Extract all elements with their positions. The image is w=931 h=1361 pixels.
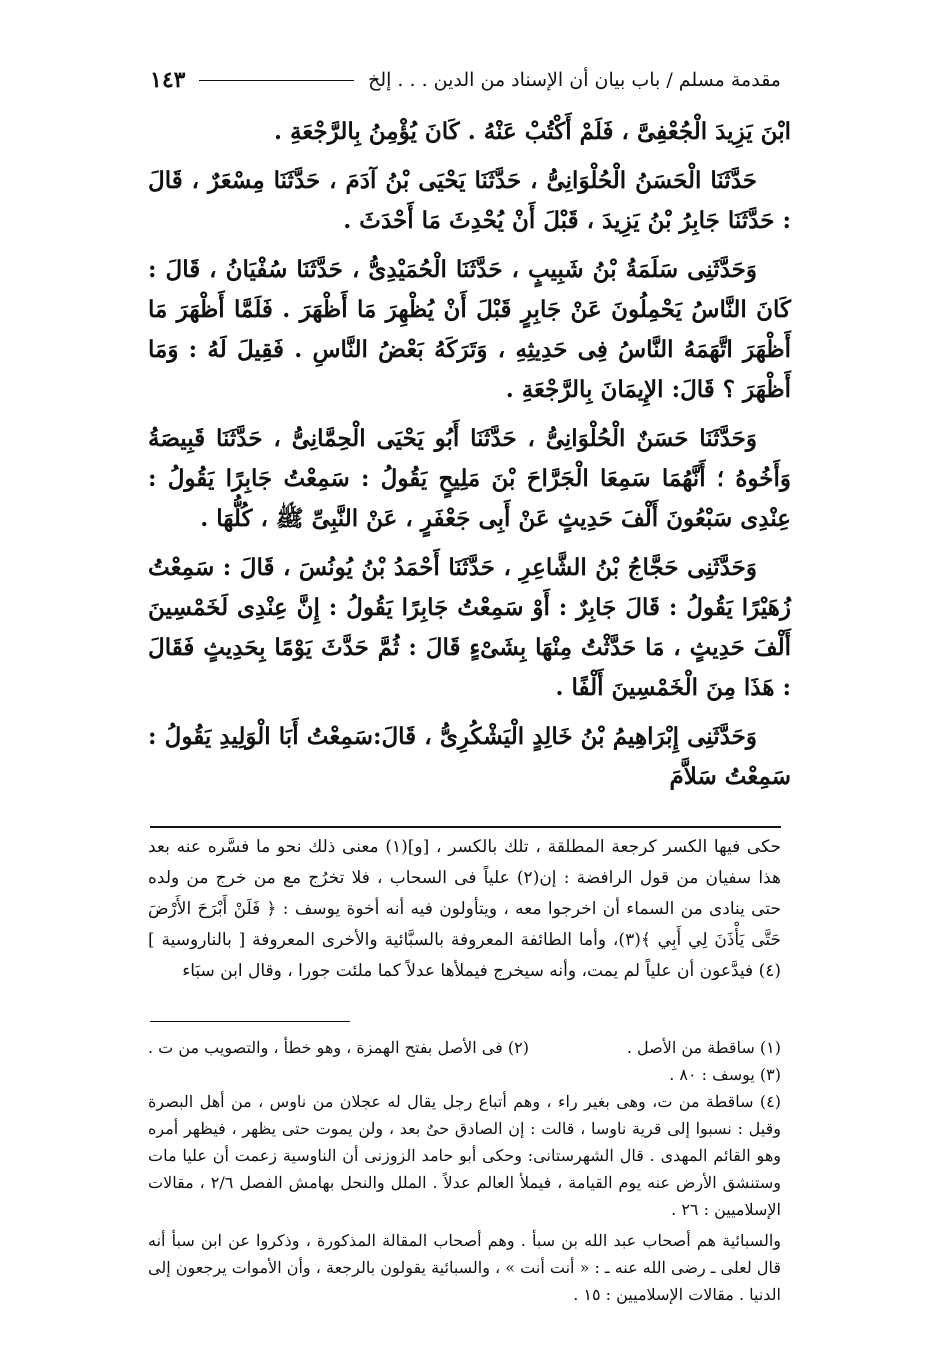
footnote-4: (٤) ساقطة من ت، وهى بغير راء ، وهم أتباع رجل يقال له عجلان من ناوس ، من أهل البصرة وقيل : نسبوا إلى قرية ناوسا ، قالت : إن الصادق حىٌ بعد ، ولن يموت حتى يظهر ، فيظهر أمره وهو القائم المهدى . قال الشهرستانى: وحكى أبو حامد الزوزنى أن الناوسية زعمت أن عليا مات وستنشق الأرض عنه يوم القيامة ، فيملأ العالم عدلاً . الملل والنحل بهامش الفصل ٢/٦ ، مقالات الإسلاميين : ٢٦ . [148,1092,782,1219]
commentary-section [148,832,781,987]
header-rule [199,80,354,81]
running-title: مقدمة مسلم / باب بيان أن الإسناد من الدين . . . إلخ [368,69,781,91]
main-paragraph-6: وَحَدَّثَنِى إِبْرَاهِيمُ بْنُ خَالِدٍ الْيَشْكُرِىُّ ، قَالَ:سَمِعْتُ أَبَا الْوَلِيدِ يَقُولُ : سَمِعْتُ سَلاَّمَ [148,723,791,790]
main-paragraph-3: وَحَدَّثَنِى سَلَمَةُ بْنُ شَبِيبٍ ، حَدَّثَنَا الْحُمَيْدِىُّ ، حَدَّثَنَا سُفْيَانُ ، قَالَ : كَانَ النَّاسُ يَحْمِلُونَ عَنْ جَابِرٍ قَبْلَ أَنْ يُظْهِرَ مَا أَظْهَرَ . فَلَمَّا أَظْهَرَ مَا أَظْهَرَ اتَّهَمَهُ النَّاسُ فِى حَدِيثِهِ ، وَتَرَكَهُ بَعْضُ النَّاسِ . فَقِيلَ لَهُ : وَمَا أَظْهَرَ ؟ قَالَ: الإِيمَانَ بِالرَّجْعَةِ . [148,256,791,403]
footnote-4-continued: والسبائية هم أصحاب عبد الله بن سبأ . وهم أصحاب المقالة المذكورة ، وذكروا عن ابن سبأ أنه قال لعلى ـ رضى الله عنه ـ : « أنت أنت » ، والسبائية يقولون بالرجعة ، وأن الأموات يرجعون إلى الدنيا . مقالات الإسلاميين : ١٥ . [148,1231,782,1304]
commentary-divider [150,826,781,828]
footnote-row [148,1034,781,1061]
main-paragraph-5: وَحَدَّثَنِى حَجَّاجُ بْنُ الشَّاعِرِ ، حَدَّثَنَا أَحْمَدُ بْنُ يُونُسَ ، قَالَ : سَمِعْتُ زُهَيْرًا يَقُولُ : قَالَ جَابِرٌ : أَوْ سَمِعْتُ جَابِرًا يَقُولُ : إِنَّ عِنْدِى لَخَمْسِينَ أَلْفَ حَدِيثٍ ، مَا حَدَّثْتُ مِنْهَا بِشَىْءٍ قَالَ : ثُمَّ حَدَّثَ يَوْمًا بِحَدِيثٍ فَقَالَ : هَذَا مِنَ الْخَمْسِينَ أَلْفًا . [148,554,791,701]
main-paragraph-4: وَحَدَّثَنَا حَسَنٌ الْحُلْوَانِىُّ ، حَدَّثَنَا أَبُو يَحْيَى الْحِمَّانِىُّ ، حَدَّثَنَا قَبِيصَةُ وَأَخُوهُ ؛ أَنَّهُمَا سَمِعَا الْجَرَّاحَ بْنَ مَلِيحٍ يَقُولُ : سَمِعْتُ جَابِرًا يَقُولُ : عِنْدِى سَبْعُونَ أَلْفَ حَدِيثٍ عَنْ أَبِى جَعْفَرٍ ، عَنْ النَّبِىِّ ﷺ ، كُلُّهَا . [148,425,791,532]
page-number: ١٤٣ [150,67,186,93]
main-text [148,112,791,806]
page-header [150,64,781,96]
commentary-text: حكى فيها الكسر كرجعة المطلقة ، تلك بالكسر ، [و](١) معنى ذلك نحو ما فسَّره عنه بعد هذا سفيان من قول الرافضة : إن(٢) علياً فى السحاب ، فلا تخرُج مع من خرج من ولده حتى ينادى من السماء أن اخرجوا معه ، ويتأولون فيه أنه أخوة يوسف : ﴿ فَلَنْ أَبْرَحَ الأَرْضَ حَتَّى يَأْذَنَ لِي أَبِي ﴾(٣)، وأما الطائفة المعروفة بالسبَّائية والأخرى المعروفة [ بالناروسية ](٤) فيدَّعون أن علياً لم يمت، وأنه سيخرج فيملأها عدلاً كما ملئت جورا ، وقال ابن سبَاء [148,837,781,981]
main-paragraph-2: حَدَّثَنَا الْحَسَنُ الْحُلْوَانِىُّ ، حَدَّثَنَا يَحْيَى بْنُ آدَمَ ، حَدَّثَنَا مِسْعَرٌ ، قَالَ : حَدَّثَنَا جَابِرُ بْنُ يَزِيدَ ، قَبْلَ أَنْ يُحْدِثَ مَا أَحْدَثَ . [148,167,791,234]
footnote-divider [150,1021,350,1022]
main-paragraph-1: ابْنَ يَزِيدَ الْجُعْفِىَّ ، فَلَمْ أَكْتُبْ عَنْهُ . كَانَ يُؤْمِنُ بِالرَّجْعَةِ . [273,118,791,145]
footnotes-section [148,1034,781,1308]
footnote-2: (٢) فى الأصل بفتح الهمزة ، وهو خطأ ، والتصويب من ت . [148,1038,529,1057]
footnote-3: (٣) يوسف : ٨٠ . [669,1065,781,1084]
footnote-1: (١) ساقطة من الأصل . [626,1038,781,1057]
